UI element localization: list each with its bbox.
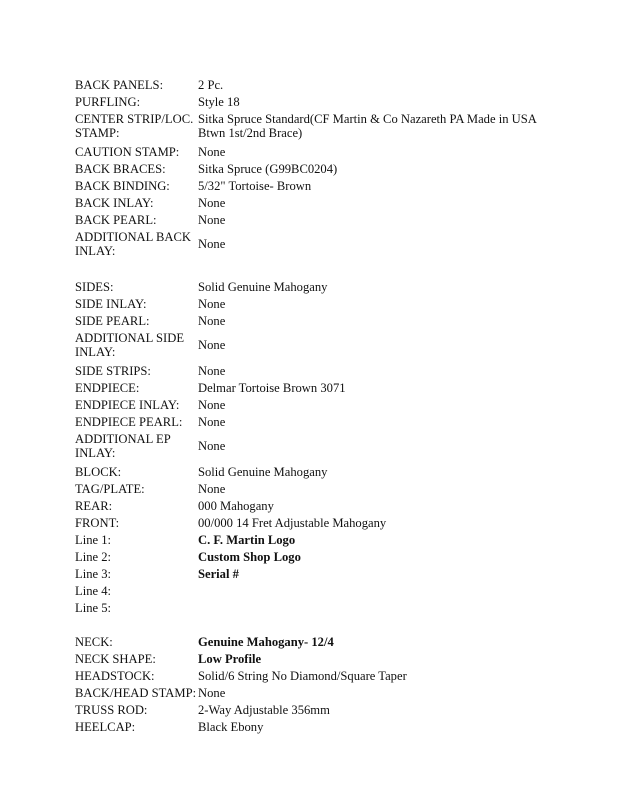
spec-value: Style 18 xyxy=(198,94,240,109)
spec-row xyxy=(75,160,545,177)
spec-row xyxy=(75,413,545,430)
spec-value: Custom Shop Logo xyxy=(198,549,301,564)
spec-row xyxy=(75,295,545,312)
spec-value: 2-Way Adjustable 356mm xyxy=(198,702,330,717)
spec-row xyxy=(75,633,545,650)
spec-label: Line 1: xyxy=(75,532,112,547)
spec-value: Sitka Spruce Standard(CF Martin & Co Nazareth PA Made in USA Btwn 1st/2nd Brace) xyxy=(198,111,537,140)
spec-row xyxy=(75,463,545,480)
spec-value: None xyxy=(198,685,226,700)
spec-label: HEADSTOCK: xyxy=(75,668,155,683)
spec-value: None xyxy=(198,337,226,352)
spec-value: 5/32" Tortoise- Brown xyxy=(198,178,312,193)
spec-row xyxy=(75,430,545,461)
spec-label: BACK INLAY: xyxy=(75,195,154,210)
spec-value: Genuine Mahogany- 12/4 xyxy=(198,634,334,649)
spec-value: Low Profile xyxy=(198,651,262,666)
spec-value: None xyxy=(198,236,226,251)
spec-label: TAG/PLATE: xyxy=(75,481,145,496)
spec-row xyxy=(75,514,545,531)
spec-label: BACK PANELS: xyxy=(75,77,164,92)
section-spacer xyxy=(75,616,545,633)
spec-label: BACK/HEAD STAMP: xyxy=(75,685,197,700)
spec-label: NECK: xyxy=(75,634,113,649)
spec-row xyxy=(75,480,545,497)
spec-label: SIDES: xyxy=(75,279,114,294)
spec-label: BLOCK: xyxy=(75,464,122,479)
spec-value: None xyxy=(198,481,226,496)
spec-row xyxy=(75,497,545,514)
spec-label: Line 4: xyxy=(75,583,112,598)
spec-sheet xyxy=(75,76,545,735)
spec-label: SIDE PEARL: xyxy=(75,313,150,328)
spec-label: CAUTION STAMP: xyxy=(75,144,180,159)
spec-value: Solid Genuine Mahogany xyxy=(198,279,328,294)
spec-row xyxy=(75,582,545,599)
spec-value: Solid/6 String No Diamond/Square Taper xyxy=(198,668,407,683)
spec-label: ADDITIONAL BACK INLAY: xyxy=(75,229,192,258)
spec-value: None xyxy=(198,296,226,311)
spec-label: CENTER STRIP/LOC. STAMP: xyxy=(75,111,194,140)
spec-label: REAR: xyxy=(75,498,113,513)
spec-row xyxy=(75,565,545,582)
section-sides xyxy=(75,278,545,616)
spec-value: None xyxy=(198,212,226,227)
spec-row xyxy=(75,93,545,110)
spec-value: Sitka Spruce (G99BC0204) xyxy=(198,161,338,176)
spec-label: SIDE INLAY: xyxy=(75,296,147,311)
spec-value: 000 Mahogany xyxy=(198,498,274,513)
spec-row xyxy=(75,701,545,718)
spec-value: None xyxy=(198,144,226,159)
spec-value: None xyxy=(198,438,226,453)
spec-row xyxy=(75,211,545,228)
spec-row xyxy=(75,194,545,211)
spec-row xyxy=(75,362,545,379)
spec-label: NECK SHAPE: xyxy=(75,651,156,666)
spec-value: C. F. Martin Logo xyxy=(198,532,296,547)
spec-label: Line 5: xyxy=(75,600,112,615)
spec-row xyxy=(75,177,545,194)
spec-row xyxy=(75,650,545,667)
spec-label: Line 2: xyxy=(75,549,112,564)
spec-row xyxy=(75,531,545,548)
spec-row xyxy=(75,396,545,413)
spec-row xyxy=(75,76,545,93)
spec-value: 00/000 14 Fret Adjustable Mahogany xyxy=(198,515,387,530)
spec-label: HEELCAP: xyxy=(75,719,136,734)
section-back xyxy=(75,76,545,259)
spec-row xyxy=(75,329,545,360)
spec-label: ENDPIECE: xyxy=(75,380,140,395)
spec-row xyxy=(75,667,545,684)
spec-value: Serial # xyxy=(198,566,239,581)
spec-row xyxy=(75,718,545,735)
spec-value: None xyxy=(198,397,226,412)
spec-value: None xyxy=(198,313,226,328)
spec-label: Line 3: xyxy=(75,566,112,581)
spec-row xyxy=(75,379,545,396)
spec-value: Black Ebony xyxy=(198,719,264,734)
spec-label: PURFLING: xyxy=(75,94,141,109)
spec-label: ENDPIECE PEARL: xyxy=(75,414,183,429)
spec-label: ENDPIECE INLAY: xyxy=(75,397,180,412)
spec-row xyxy=(75,110,545,141)
spec-value: None xyxy=(198,414,226,429)
spec-row xyxy=(75,684,545,701)
spec-row xyxy=(75,278,545,295)
spec-row xyxy=(75,312,545,329)
spec-label: ADDITIONAL EP INLAY: xyxy=(75,431,171,460)
section-neck xyxy=(75,633,545,735)
spec-row xyxy=(75,548,545,565)
spec-label: ADDITIONAL SIDE INLAY: xyxy=(75,330,185,359)
spec-value: 2 Pc. xyxy=(198,77,224,92)
spec-value: Solid Genuine Mahogany xyxy=(198,464,328,479)
spec-row xyxy=(75,143,545,160)
spec-label: BACK BRACES: xyxy=(75,161,166,176)
spec-row xyxy=(75,228,545,259)
section-spacer xyxy=(75,261,545,278)
spec-label: BACK PEARL: xyxy=(75,212,157,227)
spec-label: TRUSS ROD: xyxy=(75,702,148,717)
spec-label: SIDE STRIPS: xyxy=(75,363,151,378)
spec-value: Delmar Tortoise Brown 3071 xyxy=(198,380,346,395)
spec-row xyxy=(75,599,545,616)
spec-label: FRONT: xyxy=(75,515,120,530)
spec-label: BACK BINDING: xyxy=(75,178,170,193)
spec-value: None xyxy=(198,195,226,210)
spec-value: None xyxy=(198,363,226,378)
